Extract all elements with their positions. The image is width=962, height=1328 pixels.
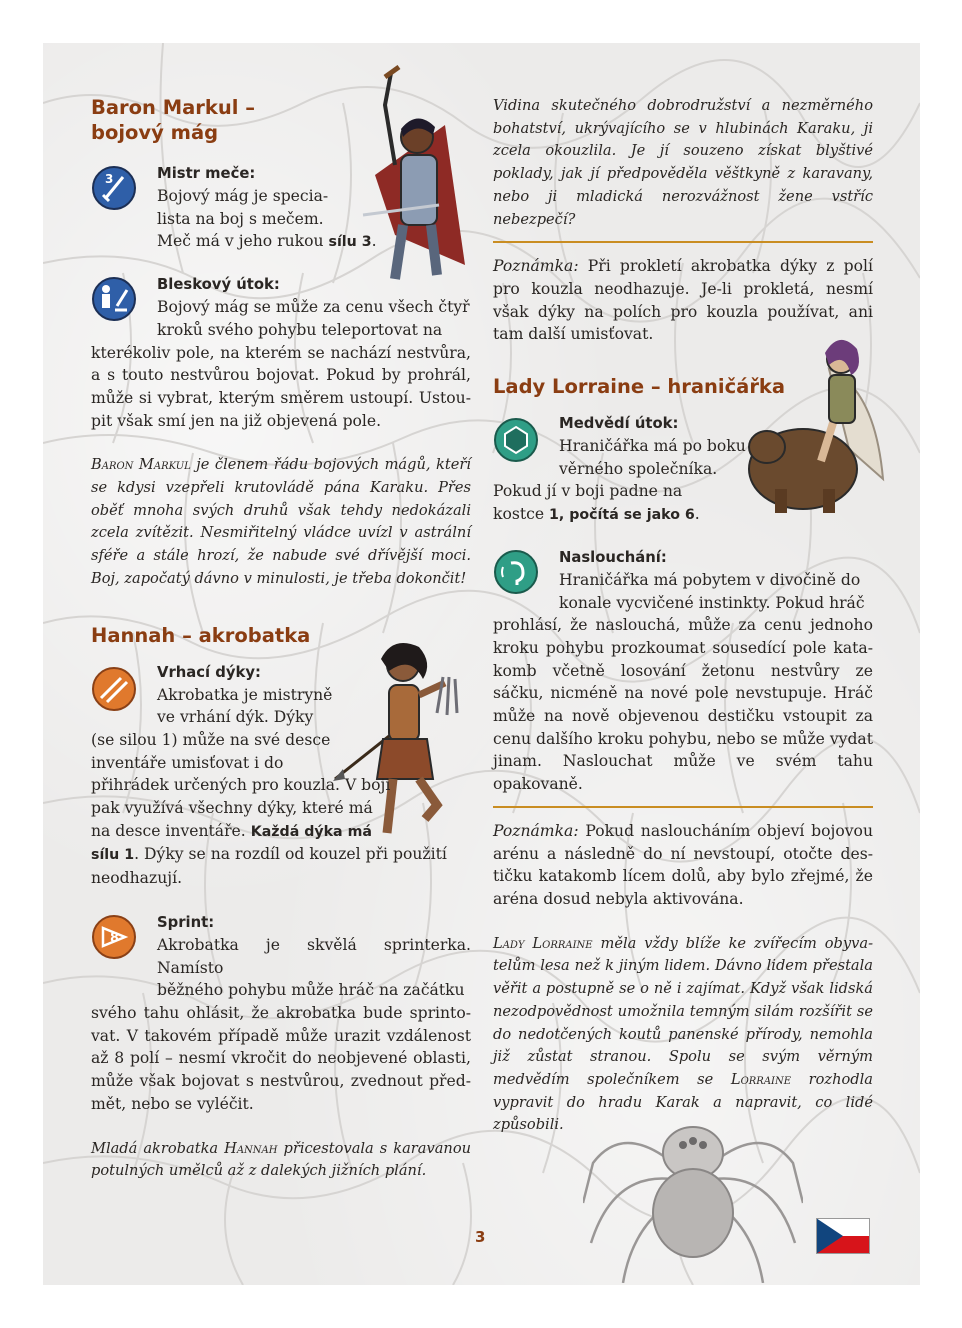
- hannah-heading: Hannah – akrobatka: [91, 623, 311, 647]
- divider-rule: [493, 241, 873, 243]
- ability-vrhaci-dyky: [91, 662, 471, 890]
- ability-line: na desce inventáře. Každá dýka má: [91, 821, 372, 840]
- ability-line: lista na boj s mečem.: [157, 209, 324, 228]
- lorraine-lore: Lady Lorraine měla vždy blíže ke zvířecím obyvatelům lesa než k jiným lidem. Dávno lidem přestala věřit a postupně se o ně i zajímat. Když však lidská nezodpovědnost umožnila temným silám rozšířit se do nedotčených koutů panenské přírody, nemohla již zůstat stranou. Spolu se svým věrným medvědím společníkem se Lorraine rozhodla vypravit do hradu Karak a napravit, co lidé způsobili.: [493, 934, 874, 1134]
- listening-ear-icon: [493, 549, 539, 595]
- ability-line: Akrobatka je skvělá sprinterka. Namísto: [157, 935, 471, 977]
- baron-lore: Baron Markul je členem řádu bojových mágů, kteří se kdysi vzepřeli krutovládě pána Karaku. Přes oběť mnoha svých druhů však tehdy nedokázali zcela zvítězit. Nesmiřitelný vládce uvízl v astrální sféře a stále hrozí, že nabude své dřívější moci. Boj, započatý dávno v minulosti, je třeba dokončit!: [91, 456, 471, 587]
- ability-line: Akrobatka je mistryně: [157, 685, 333, 704]
- ability-line: konale vycvičené instinkty. Pokud hráč: [559, 593, 865, 612]
- left-column: [91, 95, 471, 1183]
- divider-rule: [493, 806, 873, 808]
- ability-line: kroků svého pohybu teleportovat na: [157, 320, 443, 339]
- sprint-8-icon: [91, 914, 137, 960]
- rulebook-page: [43, 43, 920, 1285]
- ability-line: Bojový mág je specia-: [157, 187, 329, 205]
- ability-line: Bojový mág se může za cenu všech čtyř: [157, 298, 470, 317]
- hannah-lore-continued: Vidina skutečného dobrodružství a nezměrného bohatství, ukrývajícího se v hlubinách Karaku, ji zcela okouzlila. Je jí souzeno získat blyštivé poklady, jak jí předpověděla věštkyně z karavany, nebo ji mladická nerozvážnost žene vstříc nebezpečí?: [493, 97, 873, 228]
- note-arena: Poznámka: Pokud nasloucháním objeví bojovou arénu a následně do ní nevstoupí, otočte destičku katakomb lícem dolů, aby bylo zřejmé, že aréna dosud nebyla aktivována.: [493, 821, 873, 908]
- ability-line: ve vrhání dýk. Dýky: [157, 708, 314, 727]
- svg-text:3: 3: [105, 172, 114, 186]
- ability-line: Hraničářka má pobytem v divočině do: [559, 570, 861, 589]
- svg-text:8: 8: [110, 930, 120, 946]
- ability-title-sprint: Sprint:: [157, 913, 215, 931]
- teleport-icon: [91, 276, 137, 322]
- right-column: [493, 95, 873, 1137]
- ability-line: Meč má v jeho rukou sílu 3.: [157, 232, 377, 251]
- page-number: 3: [475, 1228, 486, 1246]
- ability-line: inventáře umisťovat i do: [91, 753, 284, 772]
- ability-text: kterékoliv pole, na kterém se nachází nestvůra, a s touto nestvůrou bojovat. Pokud by prohrál, může si vybrat, kterým směrem ustoupí. Ustoupit však smí jen na již objevená pole.: [91, 343, 471, 430]
- ability-line: běžného pohybu může hráč na začátku: [157, 981, 465, 1000]
- ability-title-mistr-mece: Mistr meče:: [157, 165, 256, 182]
- czech-flag-icon: [816, 1218, 870, 1254]
- ability-line: kostce 1, počítá se jako 6.: [493, 505, 700, 524]
- ability-line: (se silou 1) může na své desce: [91, 730, 331, 749]
- note-curse: Poznámka: Při prokletí akrobatka dýky z polí pro kouzla neodhazuje. Je-li prokletá, nesmí však dýky na polích pro kouzla používat, ani tam další umisťovat.: [493, 257, 873, 344]
- ability-text: prohlásí, že naslouchá, může za cenu jednoho kroku pohybu prozkoumat sousedící pole katakomb včetně losování žetonu nestvůry ze sáčku, nicméně na nové pole nevstupuje. Hráč může na nově objevenou destičku vstoupit za cenu dalšího kroku pohybu, nebo se může vydat jinam. Naslouchat může ve svém tahu opakovaně.: [493, 616, 873, 794]
- ability-text: svého tahu ohlásit, že akrobatka bude sprintovat. V takovém případě může urazit vzdálenost až 8 polí – nesmí vkročit do neobjevené oblasti, může však bojovat s nestvůrou, zvednout předmět, nebo se vyléčit.: [91, 1003, 471, 1113]
- ability-bleskovy-utok: [91, 274, 471, 432]
- baron-markul-heading: Baron Markul – bojový mág: [91, 96, 255, 144]
- ability-line: Hraničářka má po boku: [559, 437, 746, 456]
- bear-attack-icon: [493, 417, 539, 463]
- ability-sprint: [91, 912, 471, 1116]
- ability-title-medvedi-utok: Medvědí útok:: [559, 415, 679, 433]
- ability-line: sílu 1. Dýky se na rozdíl od kouzel při použití: [91, 845, 447, 864]
- throwing-daggers-icon: [91, 666, 137, 712]
- ability-line: přihrádek určených pro kouzla. V boji: [91, 776, 391, 795]
- ability-medvedi-utok: [493, 413, 873, 527]
- lady-lorraine-heading: Lady Lorraine – hraničářka: [493, 375, 786, 399]
- ability-naslouchani: [493, 547, 873, 796]
- ability-line: pak využívá všechny dýky, které má: [91, 799, 373, 818]
- ability-mistr-mece: [91, 163, 471, 254]
- ability-line: věrného společníka.: [559, 459, 718, 478]
- ability-line: Pokud jí v boji padne na: [493, 482, 683, 501]
- ability-line: neodhazují.: [91, 869, 183, 888]
- hannah-lore: Mladá akrobatka Hannah přicestovala s karavanou potulných umělců až z dalekých jižních plání.: [91, 1139, 471, 1180]
- ability-title-bleskovy-utok: Bleskový útok:: [157, 276, 280, 294]
- ability-title-naslouchani: Naslouchání:: [559, 548, 667, 566]
- sword-3-icon: [91, 165, 137, 211]
- ability-title-vrhaci-dyky: Vrhací dýky:: [157, 663, 261, 681]
